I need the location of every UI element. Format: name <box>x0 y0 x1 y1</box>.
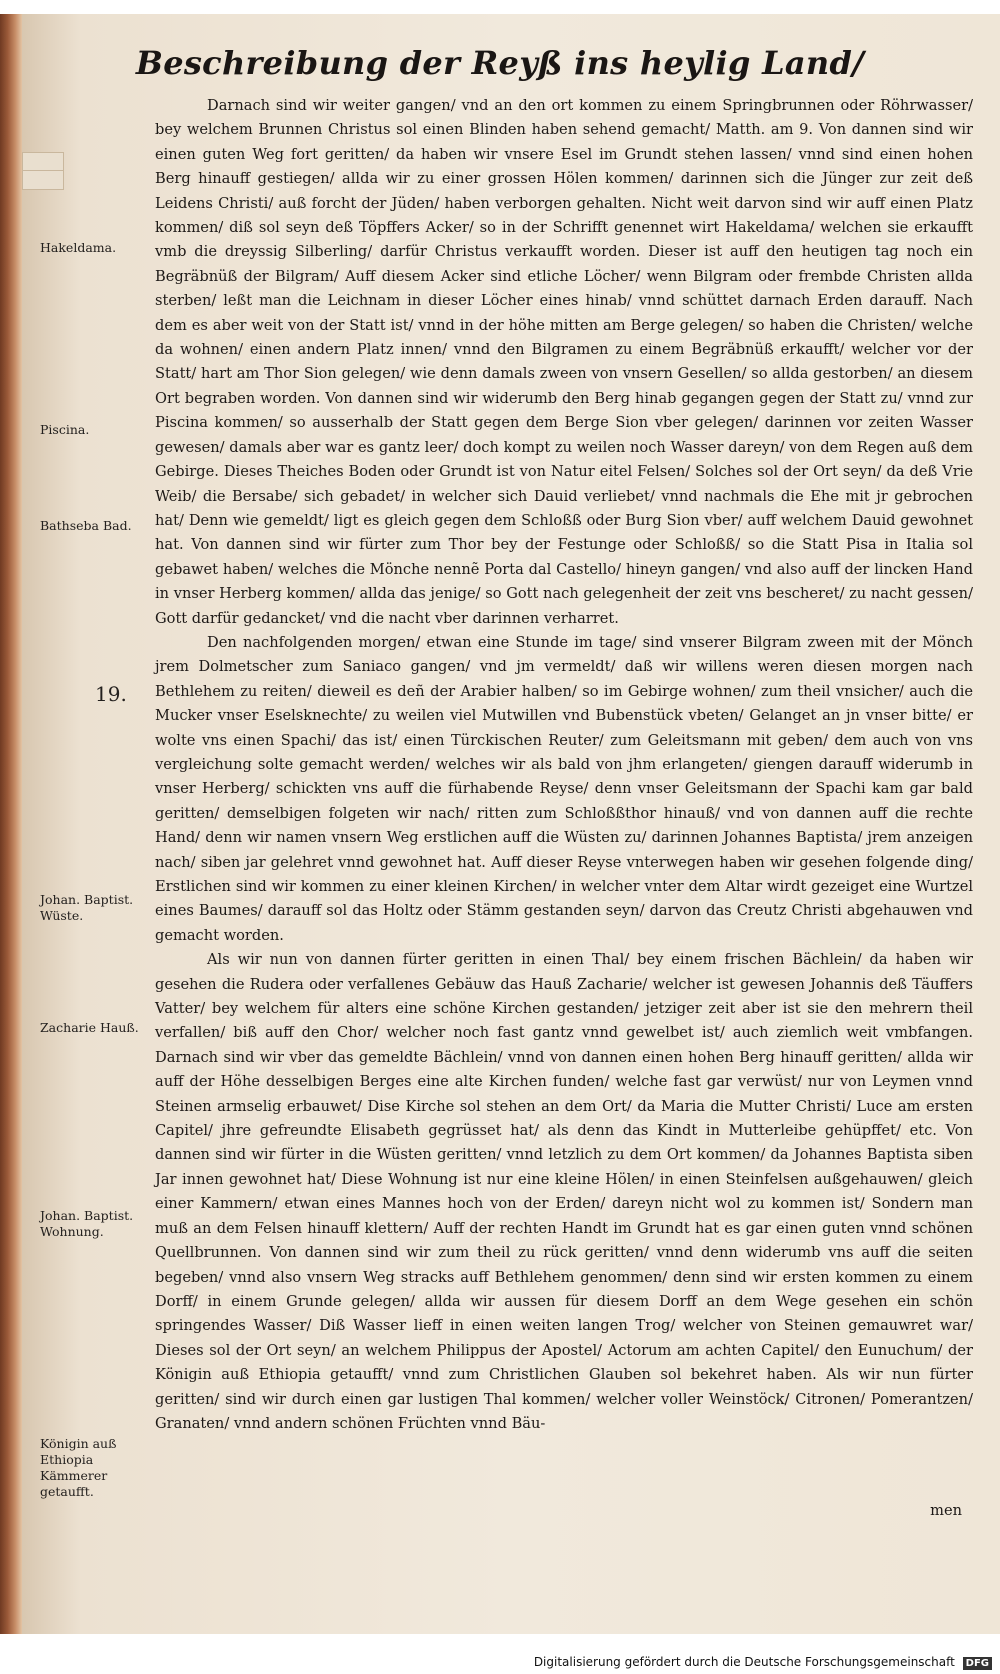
margin-note-hakeldama: Hakeldama. <box>40 240 117 255</box>
margin-note-piscina: Piscina. <box>40 422 90 437</box>
digitization-footer <box>534 1655 992 1670</box>
margin-day-number: 19. <box>95 682 127 706</box>
main-text <box>155 94 973 1436</box>
paragraph: Darnach sind wir weiter gangen/ vnd an den ort kommen zu einem Springbrunnen oder Röhrwasser/ bey welchem Brunnen Christus sol einen Blinden haben sehend gemacht/ Matth. am 9. Von dannen sind wir einen guten Weg fort geritten/ da haben wir vnsere Esel im Grundt stehen lassen/ vnnd sind einen hohen Berg hinauff gestiegen/ allda wir zu einer grossen Hölen kommen/ darinnen sich die Jünger zur zeit deß Leidens Christi/ auß forcht der Jüden/ haben verborgen gehalten. Nicht weit darvon sind wir auff einen Platz kommen/ diß sol seyn deß Töpffers Acker/ so in der Schrifft genennet wirt Hakeldama/ welchen sie erkaufft vmb die dreyssig Silberling/ darfür Christus verkaufft worden. Dieser ist auff den heutigen tag noch ein Begräbnüß der Bilgram/ Auff diesem Acker sind etliche Löcher/ wenn Bilgram oder frembde Christen allda sterben/ leßt man die Leichnam in dieser Löcher eines hinab/ vnnd schüttet darnach Erden darauff. Nach dem es aber weit von der Statt ist/ vnnd in der höhe mitten am Berge gelegen/ so haben die Christen/ welche da wohnen/ einen andern Platz innen/ vnnd den Bilgramen zu einem Begräbnüß erkaufft/ welcher vor der Statt/ hart am Thor Sion gelegen/ wie denn damals zween von vnsern Gesellen/ so allda gestorben/ an diesem Ort begraben worden. Von dannen sind wir widerumb den Berg hinab gegangen gegen der Statt zu/ vnnd zur Piscina kommen/ so ausserhalb der Statt gegen dem Berge Sion vber gelegen/ darinnen vor zeiten Wasser gewesen/ damals aber war es gantz leer/ doch kompt zu weilen noch Wasser dareyn/ von dem Regen auß dem Gebirge. Dieses Theiches Boden oder Grundt ist von Natur eitel Felsen/ Solches sol der Ort seyn/ da deß Vrie Weib/ die Bersabe/ sich gebadet/ in welcher sich Dauid verliebet/ vnnd nachmals die Ehe mit jr gebrochen hat/ Denn wie gemeldt/ ligt es gleich gegen dem Schloßß oder Burg Sion vber/ auff welchem Dauid gewohnet hat. Von dannen sind wir fürter zum Thor bey der Festunge oder Schloßß/ so die Statt Pisa in Italia sol gebawet haben/ welches die Mönche nennẽ Porta dal Castello/ hineyn gangen/ vnd also auff der lincken Hand in vnser Herberg kommen/ allda das jenige/ so Gott nach gelegenheit der zeit vns bescheret/ zu nacht gessen/ Gott darfür gedancket/ vnd die nacht vber darinnen verharret. <box>155 97 973 627</box>
catchword: men <box>930 1502 962 1519</box>
margin-note-wueste: Johan. Baptist. Wüste. <box>40 892 134 923</box>
footer-credit: Digitalisierung gefördert durch die Deutsche Forschungsgemeinschaft <box>533 1655 955 1669</box>
dfg-logo-icon: DFG <box>963 1657 992 1670</box>
paragraph: Den nachfolgenden morgen/ etwan eine Stunde im tage/ sind vnserer Bilgram zween mit der Mönch jrem Dolmetscher zum Saniaco gangen/ vnd jm vermeldt/ daß wir willens weren diesen morgen nach Bethlehem zu reiten/ dieweil es deñ der Arabier halben/ so im Gebirge wohnen/ zum theil vnsicher/ auch die Mucker vnser Eselsknechte/ zu weilen viel Mutwillen vnd Bubenstück vbeten/ Gelanget an jn vnser bitte/ er wolte vns einen Spachi/ das ist/ einen Türckischen Reuter/ zum Geleitsmann mit geben/ dem auch von vns vergleichung solte gemacht werden/ welches wir als bald von jhm erlangeten/ giengen darauff widerumb in vnser Herberg/ schickten vns auff die fürhabende Reyse/ denn vnser Geleitsmann der Spachi kam gar bald geritten/ demselbigen folgeten wir nach/ ritten zum Schloßßthor hinauß/ vnd von dannen auff die rechte Hand/ denn wir namen vnsern Weg erstlichen auff die Wüsten zu/ darinnen Johannes Baptista/ jrem anzeigen nach/ siben jar gelehret vnnd gewohnet hat. Auff dieser Reyse vnterwegen haben wir gesehen folgende ding/ Erstlichen sind wir kommen zu einer kleinen Kirchen/ in welcher vnter dem Altar wirdt gezeiget eine Wurtzel eines Baumes/ darauff sol das Holtz oder Stämm gestanden seyn/ darvon das Creutz Christi abgehauwen vnd gemacht worden. <box>155 633 973 944</box>
binding-patch <box>22 170 64 190</box>
paragraph: Als wir nun von dannen fürter geritten in einen Thal/ bey einem frischen Bächlein/ da haben wir gesehen die Rudera oder verfallenes Gebäuw das Hauß Zacharie/ welcher ist gewesen Johannis deß Täuffers Vatter/ bey welchem für alters eine schöne Kirchen gestanden/ jetziger zeit aber ist sie den mehrern theil verfallen/ biß auff den Chor/ welcher noch fast gantz vnnd gewelbet ist/ auch ziemlich weit vmbfangen. Darnach sind wir vber das gemeldte Bächlein/ vnnd von dannen einen hohen Berg hinauff geritten/ allda wir auff der Höhe desselbigen Berges eine alte Kirchen funden/ welche fast gar verwüst/ nur von Leymen vnnd Steinen armselig erbauwet/ Dise Kirche sol stehen an dem Ort/ da Maria die Mutter Christi/ Luce am ersten Capitel/ jhre gefreundte Elisabeth gegrüsset hat/ als denn das Kindt in Mutterleibe gehüpffet/ etc. Von dannen sind wir fürter in die Wüsten geritten/ vnnd letzlich zu dem Ort kommen/ da Johannes Baptista siben Jar innen gewohnet hat/ Diese Wohnung ist nur eine kleine Hölen/ in einen Steinfelsen außgehauwen/ gleich einer Kammern/ etwan eines Mannes hoch von der Erden/ dareyn nicht wol zu kommen ist/ Sondern man muß an dem Felsen hinauff klettern/ Auff der rechten Handt im Grundt hat es gar einen guten vnnd schönen Quellbrunnen. Von dannen sind wir zum theil zu rück geritten/ vnnd denn widerumb vns auff die seiten begeben/ vnnd also vnsern Weg stracks auff Bethlehem genommen/ denn sind wir ersten kommen zu einem Dorff/ in einem Grunde gelegen/ allda wir aussen für diesem Dorff an dem Wege gesehen ein schön springendes Wasser/ Diß Wasser lieff in einen weiten langen Trog/ welcher von Steinen gemauwret war/ Dieses sol der Ort seyn/ an welchem Philippus der Apostel/ Actorum am achten Capitel/ den Eunuchum/ der Königin auß Ethiopia getaufft/ vnnd zum Christlichen Glauben sol bekehret haben. Als wir nun fürter geritten/ sind wir durch einen gar lustigen Thal kommen/ welcher voller Weinstöck/ Citronen/ Pomerantzen/ Granaten/ vnnd andern schönen Früchten vnnd Bäu- <box>155 951 973 1432</box>
margin-note-zacharie: Zacharie Hauß. <box>40 1020 139 1035</box>
margin-note-bathseba: Bathseba Bad. <box>40 518 132 533</box>
page-title: Beschreibung der Reyß ins heylig Land/ <box>135 44 865 82</box>
margin-note-wohnung: Johan. Baptist. Wohnung. <box>40 1208 134 1239</box>
book-edge <box>0 14 22 1634</box>
margin-note-koenigin: Königin auß Ethiopia Kämmerer getaufft. <box>40 1436 117 1499</box>
